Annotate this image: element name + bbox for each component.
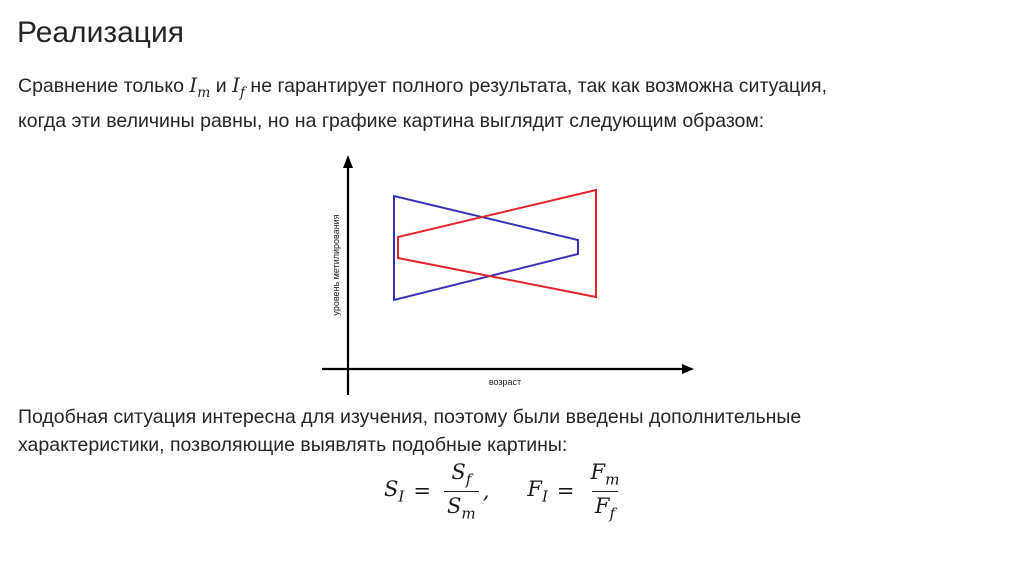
fm-subscript: m (605, 470, 620, 489)
ff-base: F (594, 493, 610, 518)
methylation-chart (312, 150, 702, 395)
paragraph-intro-line-1 (18, 72, 827, 107)
formula-comma: , (482, 479, 490, 503)
intro-text-a: Сравнение только (18, 75, 190, 97)
x-axis-arrow (682, 364, 694, 374)
si-subscript: I (398, 487, 405, 506)
fi-numerator (588, 460, 623, 490)
im-subscript: m (197, 84, 211, 101)
fi-subscript: I (541, 487, 548, 506)
fi-denominator (592, 491, 618, 522)
fi-equals: = (556, 479, 575, 503)
fi-base: F (527, 476, 542, 501)
fm-base: F (590, 460, 606, 485)
sm-base: S (446, 493, 462, 518)
si-numerator (448, 460, 474, 490)
fi-fraction (588, 460, 623, 522)
blue-series-shape (394, 196, 578, 300)
y-axis-label: уровень метилирования (331, 214, 341, 316)
intro-text-b: и (210, 75, 233, 97)
fi-symbol (527, 477, 548, 505)
paragraph-characteristics (18, 403, 801, 459)
y-axis-arrow (343, 155, 353, 168)
red-series-shape (398, 190, 596, 297)
si-base: S (384, 476, 399, 501)
si-symbol (384, 477, 404, 505)
im-symbol (189, 74, 211, 101)
paragraph-characteristics-line-2: характеристики, позволяющие выявлять подобные картины: (18, 434, 568, 456)
sf-base: S (451, 460, 466, 485)
x-axis-label: возраст (488, 377, 522, 387)
intro-text-c: не гарантирует полного результата, так как возможна ситуация, (245, 75, 828, 97)
if-subscript: f (239, 84, 246, 101)
si-denominator (444, 491, 479, 522)
if-base: I (232, 74, 240, 97)
if-symbol (232, 74, 246, 101)
sf-subscript: f (465, 470, 472, 489)
formula-block (384, 456, 626, 526)
paragraph-intro (18, 72, 827, 135)
si-equals: = (413, 479, 431, 503)
paragraph-intro-line-2: когда эти величины равны, но на графике картина выглядит следующим образом: (18, 109, 765, 132)
im-base: I (189, 74, 198, 97)
sm-subscript: m (461, 503, 476, 522)
ff-subscript: f (609, 503, 616, 522)
paragraph-characteristics-line-1: Подобная ситуация интересна для изучения, поэтому были введены дополнительные (18, 406, 802, 428)
si-fraction (444, 460, 479, 522)
slide-title: Реализация (17, 16, 184, 49)
